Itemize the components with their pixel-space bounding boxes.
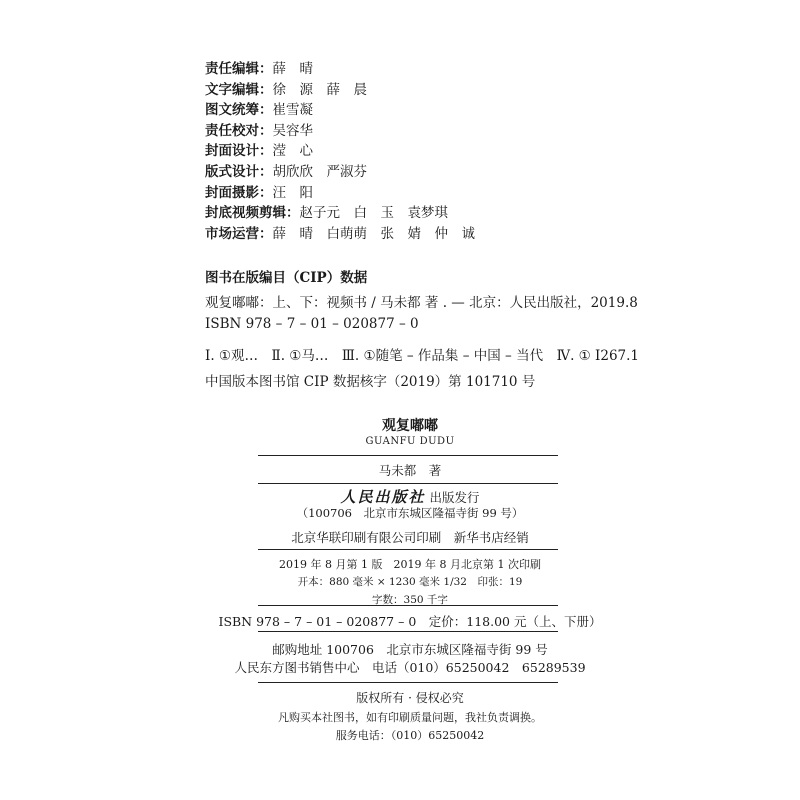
divider: [258, 549, 558, 550]
isbn-price: ISBN 978 – 7 – 01 – 020877 – 0 定价：118.00 元（上、下册）: [218, 614, 602, 629]
author: 马未都 著: [378, 463, 442, 478]
credit-value: 吴容华: [272, 122, 313, 139]
publisher-logo: 人民出版社: [340, 488, 426, 506]
credit-value: 赵子元 白 玉 袁梦琪: [299, 205, 448, 222]
publisher-suffix: 出版发行: [429, 490, 480, 505]
credit-value: 薛 晴: [272, 61, 313, 77]
credit-label: 封底视频剪辑：: [205, 205, 300, 222]
credit-row: [205, 121, 625, 142]
credit-value: 胡欣欣 严淑芬: [272, 163, 367, 180]
credit-row: [205, 162, 625, 183]
credit-label: 封面摄影：: [205, 184, 273, 201]
credit-value: 薛 晴 白萌萌 张 婧 仲 诚: [272, 225, 475, 242]
credit-row: [205, 80, 625, 101]
credit-label: 责任编辑：: [205, 61, 273, 77]
credit-row: [205, 224, 625, 245]
cip-isbn: ISBN 978 – 7 – 01 – 020877 – 0: [205, 316, 419, 332]
book-title: 观复嘟嘟: [382, 418, 438, 434]
cip-record-number: 中国版本图书馆 CIP 数据核字（2019）第 101710 号: [205, 374, 536, 390]
format-line: 开本：880 毫米 × 1230 毫米 1/32 印张：19: [297, 576, 523, 588]
credit-label: 市场运营：: [205, 225, 273, 242]
credit-value: 汪 阳: [272, 184, 313, 201]
divider: [258, 455, 558, 456]
credit-row: [205, 100, 625, 121]
printer-line: 北京华联印刷有限公司印刷 新华书店经销: [291, 530, 529, 545]
credit-label: 封面设计：: [205, 143, 273, 160]
service-phone: 服务电话：（010）65250042: [335, 729, 485, 742]
book-pinyin: GUANFU DUDU: [365, 436, 455, 447]
publisher-address: （100706 北京市东城区隆福寺街 99 号）: [296, 506, 524, 520]
credit-row: [205, 183, 625, 204]
copyright-notice: 版权所有 · 侵权必究: [356, 691, 464, 705]
publisher-line: [200, 486, 620, 507]
edition-line: 2019 年 8 月第 1 版 2019 年 8 月北京第 1 次印刷: [279, 558, 541, 571]
divider: [258, 682, 558, 683]
credit-label: 版式设计：: [205, 163, 273, 180]
credit-value: 崔雪凝: [272, 102, 313, 119]
cip-title: 图书在版编目（CIP）数据: [205, 270, 368, 286]
cip-description: 观复嘟嘟：上、下：视频书 / 马未都 著 . — 北京：人民出版社，2019.8: [205, 295, 638, 311]
mail-address: 邮购地址 100706 北京市东城区隆福寺街 99 号: [272, 642, 548, 657]
credit-label: 文字编辑：: [205, 81, 273, 98]
quality-notice: 凡购买本社图书，如有印刷质量问题，我社负责调换。: [278, 711, 542, 724]
cip-classification: Ⅰ. ①观… Ⅱ. ①马… Ⅲ. ①随笔 – 作品集 – 中国 – 当代 Ⅳ. ① I267.1: [205, 348, 640, 364]
credits-list: [205, 59, 625, 244]
sales-center: 人民东方图书销售中心 电话（010）65250042 65289539: [234, 660, 586, 675]
divider: [258, 605, 558, 606]
divider: [258, 483, 558, 484]
credit-row: [205, 203, 625, 224]
credit-label: 图文统筹：: [205, 102, 273, 119]
credit-value: 滢 心: [272, 143, 313, 160]
credit-row: [205, 59, 625, 80]
word-count: 字数：350 千字: [372, 594, 448, 606]
credit-value: 徐 源 薛 晨: [272, 81, 367, 98]
credit-row: [205, 141, 625, 162]
divider: [258, 631, 558, 632]
credit-label: 责任校对：: [205, 122, 273, 139]
